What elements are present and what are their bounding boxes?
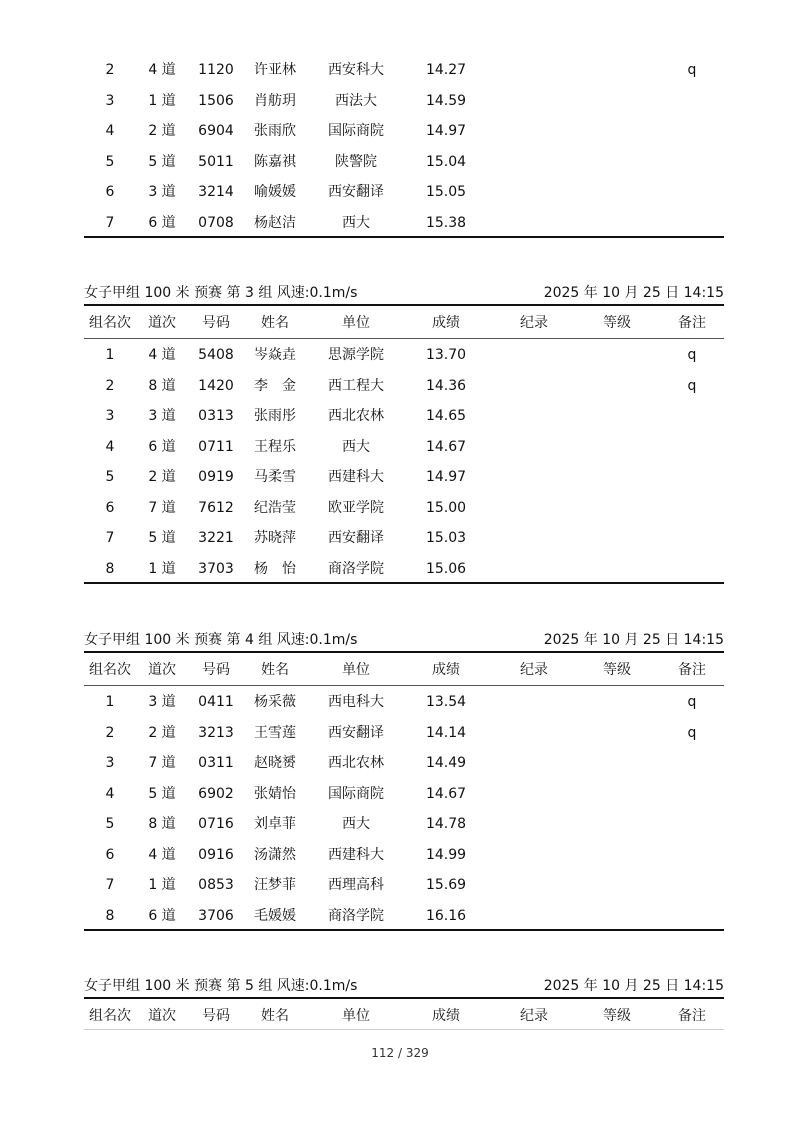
bib-cell: 5011 (198, 153, 234, 170)
lane-cell: 6 道 (148, 907, 176, 924)
record-cell (486, 493, 582, 523)
group-title-row (84, 630, 724, 650)
table-row (84, 177, 724, 207)
unit-cell: 西北农林 (328, 408, 384, 424)
record-cell (486, 401, 582, 431)
header-performance: 成绩 (432, 662, 460, 678)
grade-cell (582, 340, 652, 370)
note-cell (652, 432, 732, 462)
table-row (84, 493, 724, 523)
record-cell (486, 147, 582, 177)
table-row (84, 86, 724, 116)
table-row (84, 687, 724, 717)
grade-cell (582, 493, 652, 523)
table-row (84, 554, 724, 584)
performance-cell: 14.36 (425, 377, 467, 394)
name-cell: 王雪莲 (254, 724, 296, 741)
unit-cell: 西理高科 (328, 877, 384, 893)
performance-cell: 14.97 (425, 469, 467, 485)
lane-cell: 8 道 (148, 816, 176, 832)
rank-cell: 4 (105, 785, 115, 802)
grade-cell (582, 779, 652, 809)
lane-cell: 8 道 (148, 377, 176, 394)
rank-cell: 2 (105, 377, 115, 394)
header-note: 备注 (678, 662, 706, 678)
table-header-row (84, 308, 724, 338)
bib-cell: 0919 (198, 469, 234, 485)
bib-cell: 0716 (198, 816, 234, 832)
note-cell: q (687, 694, 697, 710)
grade-cell (582, 432, 652, 462)
table-header-row (84, 655, 724, 685)
record-cell (486, 371, 582, 401)
bib-cell: 3213 (198, 724, 234, 741)
table-row (84, 401, 724, 431)
name-cell: 刘卓菲 (254, 816, 296, 832)
record-cell (486, 554, 582, 584)
unit-cell: 西大 (342, 438, 370, 455)
rank-cell: 8 (105, 907, 115, 924)
grade-cell (582, 748, 652, 778)
unit-cell: 西建科大 (328, 469, 384, 485)
unit-cell: 西大 (342, 816, 370, 832)
name-cell: 杨赵洁 (254, 214, 296, 231)
header-grade: 等级 (603, 662, 631, 678)
record-cell (486, 718, 582, 748)
rank-cell: 1 (105, 694, 115, 710)
performance-cell: 15.06 (425, 560, 467, 577)
record-cell (486, 55, 582, 85)
table-header-row (84, 1001, 724, 1031)
unit-cell: 西大 (342, 214, 370, 231)
name-cell: 许亚林 (254, 62, 296, 78)
note-cell (652, 401, 732, 431)
grade-cell (582, 523, 652, 553)
name-cell: 肖舫玥 (254, 92, 296, 109)
bib-cell: 5408 (198, 347, 234, 363)
bib-cell: 6902 (198, 785, 234, 802)
header-note: 备注 (678, 1008, 706, 1024)
name-cell: 纪浩莹 (254, 499, 296, 516)
name-cell: 张雨彤 (254, 408, 296, 424)
header-unit: 单位 (342, 315, 370, 331)
header-performance: 成绩 (432, 1008, 460, 1024)
unit-cell: 西安翻译 (328, 724, 384, 741)
rank-cell: 5 (105, 816, 115, 832)
lane-cell: 5 道 (148, 153, 176, 170)
unit-cell: 西建科大 (328, 846, 384, 863)
header-rank: 组名次 (89, 315, 131, 331)
performance-cell: 15.69 (425, 877, 467, 893)
header-top-rule (84, 651, 724, 653)
bib-cell: 0711 (198, 438, 234, 455)
note-cell (652, 809, 732, 839)
record-cell (486, 523, 582, 553)
header-bib: 号码 (202, 662, 230, 678)
header-top-rule (84, 304, 724, 306)
rank-cell: 4 (105, 123, 115, 139)
note-cell: q (687, 724, 697, 741)
rank-cell: 3 (105, 408, 115, 424)
name-cell: 李 金 (254, 377, 296, 394)
unit-cell: 西北农林 (328, 755, 384, 771)
unit-cell: 思源学院 (328, 347, 384, 363)
header-record: 纪录 (520, 315, 548, 331)
grade-cell (582, 687, 652, 717)
table-row (84, 55, 724, 85)
bib-cell: 0313 (198, 408, 234, 424)
rank-cell: 2 (105, 62, 115, 78)
grade-cell (582, 870, 652, 900)
rank-cell: 7 (105, 877, 115, 893)
unit-cell: 陕警院 (335, 153, 377, 170)
rank-cell: 5 (105, 469, 115, 485)
note-cell (652, 147, 732, 177)
bib-cell: 1120 (198, 62, 234, 78)
record-cell (486, 870, 582, 900)
record-cell (486, 432, 582, 462)
table-row (84, 901, 724, 931)
bib-cell: 6904 (198, 123, 234, 139)
bib-cell: 1506 (198, 92, 234, 109)
header-note: 备注 (678, 315, 706, 331)
group-datetime: 2025 年 10 月 25 日 14:15 (543, 632, 724, 648)
rank-cell: 7 (105, 530, 115, 546)
table-row (84, 748, 724, 778)
performance-cell: 14.67 (425, 438, 467, 455)
group-title-row (84, 283, 724, 303)
lane-cell: 2 道 (148, 469, 176, 485)
header-bottom-rule (84, 1029, 724, 1030)
header-rank: 组名次 (89, 1008, 131, 1024)
rank-cell: 3 (105, 755, 115, 771)
record-cell (486, 748, 582, 778)
grade-cell (582, 840, 652, 870)
performance-cell: 15.04 (425, 153, 467, 170)
table-row (84, 147, 724, 177)
note-cell: q (687, 347, 697, 363)
note-cell (652, 779, 732, 809)
lane-cell: 1 道 (148, 92, 176, 109)
name-cell: 王程乐 (254, 438, 296, 455)
performance-cell: 14.14 (425, 724, 467, 741)
rank-cell: 1 (105, 347, 115, 363)
note-cell: q (687, 377, 697, 394)
header-bib: 号码 (202, 315, 230, 331)
grade-cell (582, 177, 652, 207)
name-cell: 马柔雪 (254, 469, 296, 485)
rank-cell: 5 (105, 153, 115, 170)
bib-cell: 0411 (198, 694, 234, 710)
name-cell: 汤潇然 (254, 846, 296, 863)
note-cell (652, 116, 732, 146)
bib-cell: 3703 (198, 560, 234, 577)
grade-cell (582, 116, 652, 146)
grade-cell (582, 147, 652, 177)
header-performance: 成绩 (432, 315, 460, 331)
lane-cell: 1 道 (148, 877, 176, 893)
record-cell (486, 809, 582, 839)
group-datetime: 2025 年 10 月 25 日 14:15 (543, 285, 724, 301)
rank-cell: 8 (105, 560, 115, 577)
table-row (84, 371, 724, 401)
grade-cell (582, 401, 652, 431)
performance-cell: 14.59 (425, 92, 467, 109)
group-datetime: 2025 年 10 月 25 日 14:15 (543, 978, 724, 994)
grade-cell (582, 55, 652, 85)
performance-cell: 14.97 (425, 123, 467, 139)
lane-cell: 7 道 (148, 499, 176, 516)
table-bottom-rule (84, 582, 724, 584)
group-title: 女子甲组 100 米 预赛 第 3 组 风速:0.1m/s (84, 285, 358, 301)
table-bottom-rule (84, 929, 724, 931)
record-cell (486, 116, 582, 146)
name-cell: 张雨欣 (254, 123, 296, 139)
name-cell: 喻媛媛 (254, 184, 296, 200)
header-grade: 等级 (603, 315, 631, 331)
table-row (84, 870, 724, 900)
header-top-rule (84, 997, 724, 999)
note-cell (652, 462, 732, 492)
note-cell (652, 177, 732, 207)
table-row (84, 809, 724, 839)
grade-cell (582, 901, 652, 931)
record-cell (486, 208, 582, 238)
header-grade: 等级 (603, 1008, 631, 1024)
name-cell: 杨采薇 (254, 694, 296, 710)
performance-cell: 15.38 (425, 214, 467, 231)
group-title: 女子甲组 100 米 预赛 第 4 组 风速:0.1m/s (84, 632, 358, 648)
unit-cell: 商洛学院 (328, 560, 384, 577)
lane-cell: 1 道 (148, 560, 176, 577)
name-cell: 张婧怡 (254, 785, 296, 802)
bib-cell: 3214 (198, 184, 234, 200)
performance-cell: 14.65 (425, 408, 467, 424)
grade-cell (582, 809, 652, 839)
note-cell (652, 748, 732, 778)
bib-cell: 1420 (198, 377, 234, 394)
performance-cell: 14.99 (425, 846, 467, 863)
header-bottom-rule (84, 685, 724, 686)
header-record: 纪录 (520, 662, 548, 678)
performance-cell: 14.49 (425, 755, 467, 771)
rank-cell: 6 (105, 184, 115, 200)
lane-cell: 2 道 (148, 724, 176, 741)
rank-cell: 6 (105, 499, 115, 516)
rank-cell: 7 (105, 214, 115, 231)
table-row (84, 718, 724, 748)
lane-cell: 5 道 (148, 530, 176, 546)
name-cell: 岑焱垚 (254, 347, 296, 363)
table-row (84, 116, 724, 146)
note-cell (652, 86, 732, 116)
lane-cell: 6 道 (148, 214, 176, 231)
record-cell (486, 687, 582, 717)
bib-cell: 3706 (198, 907, 234, 924)
unit-cell: 欧亚学院 (328, 499, 384, 516)
unit-cell: 商洛学院 (328, 907, 384, 924)
header-lane: 道次 (148, 1008, 176, 1024)
unit-cell: 西法大 (335, 92, 377, 109)
record-cell (486, 177, 582, 207)
header-lane: 道次 (148, 662, 176, 678)
header-name: 姓名 (261, 315, 289, 331)
lane-cell: 2 道 (148, 123, 176, 139)
table-bottom-rule (84, 236, 724, 238)
performance-cell: 13.70 (425, 347, 467, 363)
lane-cell: 4 道 (148, 62, 176, 78)
name-cell: 杨 怡 (254, 560, 296, 577)
note-cell (652, 523, 732, 553)
group-title: 女子甲组 100 米 预赛 第 5 组 风速:0.1m/s (84, 978, 358, 994)
table-row (84, 208, 724, 238)
table-row (84, 523, 724, 553)
performance-cell: 16.16 (425, 907, 467, 924)
rank-cell: 3 (105, 92, 115, 109)
header-name: 姓名 (261, 662, 289, 678)
table-row (84, 462, 724, 492)
bib-cell: 0853 (198, 877, 234, 893)
name-cell: 毛媛媛 (254, 907, 296, 924)
performance-cell: 14.78 (425, 816, 467, 832)
unit-cell: 国际商院 (328, 123, 384, 139)
note-cell (652, 901, 732, 931)
bib-cell: 0708 (198, 214, 234, 231)
performance-cell: 14.27 (425, 62, 467, 78)
lane-cell: 6 道 (148, 438, 176, 455)
record-cell (486, 340, 582, 370)
rank-cell: 2 (105, 724, 115, 741)
note-cell (652, 870, 732, 900)
performance-cell: 14.67 (425, 785, 467, 802)
note-cell (652, 208, 732, 238)
unit-cell: 西安科大 (328, 62, 384, 78)
header-unit: 单位 (342, 1008, 370, 1024)
performance-cell: 13.54 (425, 694, 467, 710)
grade-cell (582, 462, 652, 492)
bib-cell: 7612 (198, 499, 234, 516)
rank-cell: 4 (105, 438, 115, 455)
group-title-row (84, 976, 724, 996)
record-cell (486, 462, 582, 492)
performance-cell: 15.03 (425, 530, 467, 546)
note-cell (652, 554, 732, 584)
performance-cell: 15.05 (425, 184, 467, 200)
performance-cell: 15.00 (425, 499, 467, 516)
note-cell (652, 493, 732, 523)
bib-cell: 0311 (198, 755, 234, 771)
header-record: 纪录 (520, 1008, 548, 1024)
lane-cell: 4 道 (148, 347, 176, 363)
header-rank: 组名次 (89, 662, 131, 678)
unit-cell: 西安翻译 (328, 184, 384, 200)
page-number: 112 / 329 (371, 1046, 429, 1060)
rank-cell: 6 (105, 846, 115, 863)
unit-cell: 国际商院 (328, 785, 384, 802)
unit-cell: 西电科大 (328, 694, 384, 710)
unit-cell: 西工程大 (328, 377, 384, 394)
grade-cell (582, 718, 652, 748)
table-row (84, 340, 724, 370)
record-cell (486, 86, 582, 116)
table-row (84, 432, 724, 462)
grade-cell (582, 371, 652, 401)
name-cell: 汪梦菲 (254, 877, 296, 893)
lane-cell: 4 道 (148, 846, 176, 863)
grade-cell (582, 208, 652, 238)
name-cell: 陈嘉祺 (254, 153, 296, 170)
bib-cell: 3221 (198, 530, 234, 546)
grade-cell (582, 554, 652, 584)
header-bottom-rule (84, 338, 724, 339)
lane-cell: 5 道 (148, 785, 176, 802)
grade-cell (582, 86, 652, 116)
header-bib: 号码 (202, 1008, 230, 1024)
lane-cell: 3 道 (148, 184, 176, 200)
record-cell (486, 840, 582, 870)
header-unit: 单位 (342, 662, 370, 678)
lane-cell: 7 道 (148, 755, 176, 771)
record-cell (486, 901, 582, 931)
record-cell (486, 779, 582, 809)
header-name: 姓名 (261, 1008, 289, 1024)
name-cell: 苏晓萍 (254, 530, 296, 546)
header-lane: 道次 (148, 315, 176, 331)
note-cell: q (687, 62, 697, 78)
table-row (84, 840, 724, 870)
name-cell: 赵晓赟 (254, 755, 296, 771)
table-row (84, 779, 724, 809)
unit-cell: 西安翻译 (328, 530, 384, 546)
note-cell (652, 840, 732, 870)
lane-cell: 3 道 (148, 408, 176, 424)
bib-cell: 0916 (198, 846, 234, 863)
lane-cell: 3 道 (148, 694, 176, 710)
